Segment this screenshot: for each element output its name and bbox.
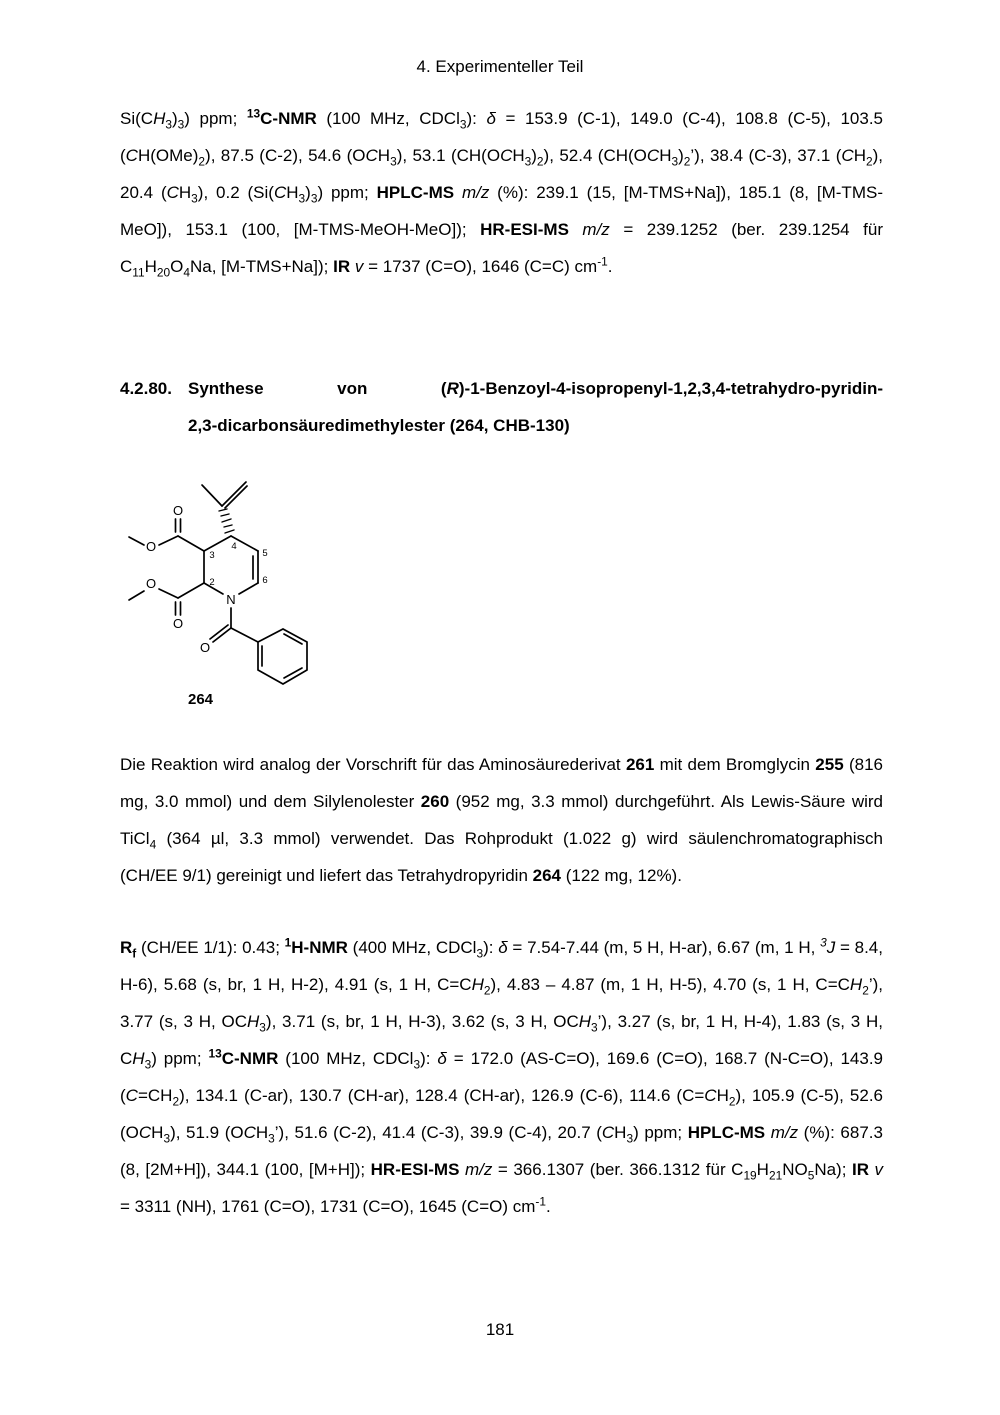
methyl-ester-top-bonds [129, 519, 204, 551]
phenyl-ring [258, 629, 307, 684]
structure-drawing [122, 471, 322, 716]
ring-position-5: 5 [262, 548, 268, 559]
nitrogen-atom-label: N [226, 592, 236, 607]
methyl-ester-bottom-bonds [129, 583, 204, 615]
ring-position-2: 2 [209, 577, 215, 588]
chemical-structure-264 [122, 471, 322, 716]
ring-position-3: 3 [209, 550, 215, 561]
section-title [188, 370, 883, 444]
benzoyl-group-bonds [210, 608, 307, 684]
paragraph-reaction-description: Die Reaktion wird analog der Vorschrift für das Aminosäurederivat 261 mit dem Bromglycin 255 (816 mg, 3.0 mmol) und dem Silylenolester 260 (952 mg, 3.3 mmol) durchgeführt. Als Lewis-Säure wird TiCl$_4$ (364 µl, 3.3 mmol) verwendet. Das Rohprodukt (1.022 g) wird säulenchromatographisch (CH/EE 9/1) gereinigt und liefert das Tetrahydropyridin 264 (122 mg, 12%). [120, 755, 883, 885]
ester-bottom-ether-oxygen-label: O [145, 576, 157, 591]
section-heading [120, 370, 883, 444]
section-title-line2: 2,3-dicarbonsäuredimethylester (264, CHB-130) [188, 416, 570, 435]
section-title-line1: Synthese von (R)-1-Benzoyl-4-isopropenyl-1,2,3,4-tetrahydro-pyridin- [188, 379, 883, 398]
page-number: 181 [485, 1320, 515, 1339]
benzoyl-oxygen-label: O [199, 640, 211, 655]
paragraph-analytical-data: $R_f$ (CH/EE 1/1): 0.43; $^1$H-NMR (400 MHz, CDCl$_3$): δ = 7.54-7.44 (m, 5 H, H-ar), 6.67 (m, 1 H, $^3$J = 8.4, H-6), 5.68 (s, br, 1 H, H-2), 4.91 (s, 1 H, $C=CH_2$), 4.83 – 4.87 (m, 1 H, H-5), 4.70 (s, 1 H, $C=CH_2$’), 3.77 (s, 3 H, $OCH_3$), 3.71 (s, br, 1 H, H-3), 3.62 (s, 3 H, $OCH_3$’), 3.27 (s, br, 1 H, H-4), 1.83 (s, 3 H, $CH_3$) ppm; $^{13}$C-NMR (100 MHz, CDCl$_3$): δ = 172.0 (AS-C=O), 169.6 (C=O), 168.7 (N-C=O), 143.9 $(C=CH_2)$, 134.1 (C-ar), 130.7 (CH-ar), 128.4 (CH-ar), 126.9 (C-6), 114.6 $(C=CH_2)$, 105.9 (C-5), 52.6 $(OCH_3)$, 51.9 $(OCH_3’)$, 51.6 (C-2), 41.4 (C-3), 39.9 (C-4), 20.7 $(CH_3)$ ppm; HPLC-MS m/z (%): 687.3 (8, [2M+H]), 344.1 (100, [M+H]); HR-ESI-MS m/z = 366.1307 (ber. 366.1312 für $C_{19}H_{21}NO_5Na$); IR v = 3311 (NH), 1761 (C=O), 1731 (C=O), 1645 (C=O) $cm^{-1}$. [120, 935, 884, 1216]
section-number: 4.2.80. [120, 379, 172, 398]
isopropenyl-group-bonds [202, 482, 247, 533]
ester-top-carbonyl-oxygen-label: O [172, 503, 184, 518]
ester-top-ether-oxygen-label: O [145, 539, 157, 554]
paragraph-tms-analytics: $Si(CH_3)_3$) ppm; $^{13}$C-NMR (100 MHz, CDCl$_3$): δ = 153.9 (C-1), 149.0 (C-4), 108.8 (C-5), 103.5 $(CH(OMe)_2)$, 87.5 (C-2), 54.6 $(OCH_3)$, 53.1 $(CH(OCH_3)_2)$, 52.4 $(CH(OCH_3)_2’)$, 38.4 (C-3), 37.1 $(CH_2)$, 20.4 $(CH_3)$, 0.2 $(Si(CH_3)_3)$ ppm; HPLC-MS m/z (%): 239.1 (15, [M-TMS+Na]), 185.1 (8, [M-TMS-MeO]), 153.1 (100, [M-TMS-MeOH-MeO]); HR-ESI-MS m/z = 239.1252 (ber. 239.1254 für $C_{11}H_{20}O_4Na$, [M-TMS+Na]); IR v = 1737 (C=O), 1646 (C=C) $cm^{-1}$. [120, 106, 884, 280]
ring-position-6: 6 [262, 575, 268, 586]
ester-bottom-carbonyl-oxygen-label: O [172, 616, 184, 631]
compound-number-label: 264 [188, 691, 214, 708]
ring-position-4: 4 [231, 541, 237, 552]
page-header: 4. Experimenteller Teil [416, 57, 584, 76]
